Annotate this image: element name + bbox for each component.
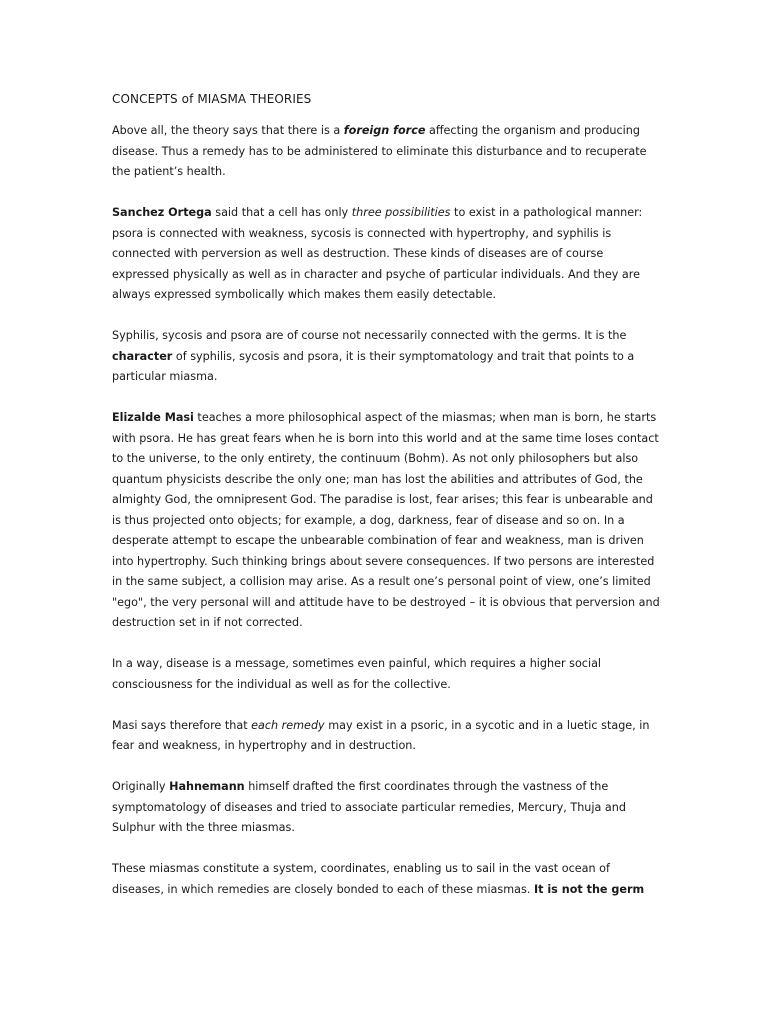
emphasis-foreign-force: foreign force xyxy=(343,124,426,137)
document-body xyxy=(112,121,660,921)
text-run: said that a cell has only xyxy=(211,206,352,219)
text-run: Originally xyxy=(112,780,170,793)
paragraph-hahnemann xyxy=(112,777,660,839)
emphasis-character: character xyxy=(112,349,173,363)
text-run: Syphilis, sycosis and psora are of course not necessarily connected with the germs. It is the xyxy=(112,329,627,342)
paragraph-sanchez-ortega xyxy=(112,203,660,306)
emphasis-each-remedy: each remedy xyxy=(251,718,325,732)
text-run: Masi says therefore that xyxy=(112,718,252,732)
emphasis-not-the-germ: It is not the germ xyxy=(533,882,645,896)
paragraph-foreign-force xyxy=(112,121,660,183)
text-run: teaches a more philosophical aspect of the miasmas; when man is born, he starts with psora. He has great fears when he is born into this world and at the same time loses contact to the universe, to the only entirety, the continuum (Bohm). As not only philosophers but also quantum physicists describe the only one; man has lost the abilities and attributes of God, the almighty God, the omnipresent God. The paradise is lost, fear arises; this fear is unbearable and is thus projected onto objects; for example, a dog, darkness, fear of disease and so on. In a desperate attempt to escape the unbearable combination of fear and weakness, man is driven into hypertrophy. Such thinking brings about severe consequences. If two persons are interested in the same subject, a collision may arise. As a result one’s personal point of view, one’s limited "ego", the very personal will and attitude have to be destroyed – it is obvious that perversion and destruction set in if not corrected. xyxy=(112,411,660,629)
text-run: of syphilis, sycosis and psora, it is their symptomatology and trait that points to a particular miasma. xyxy=(112,349,635,383)
emphasis-three-possibilities: three possibilities xyxy=(351,206,451,219)
text-run: may exist in a psoric, in a sycotic and in a luetic stage, in fear and weakness, in hypertrophy and in destruction. xyxy=(112,718,650,752)
paragraph-disease-message xyxy=(112,654,660,695)
text-run: These miasmas constitute a system, coordinates, enabling us to sail in the vast ocean of diseases, in which remedies are closely bonded to each of these miasmas. xyxy=(112,862,610,896)
name-sanchez-ortega: Sanchez Ortega xyxy=(112,206,212,219)
text-run: himself drafted the first coordinates through the vastness of the symptomatology of diseases and tried to associate particular remedies, Mercury, Thuja and Sulphur with the three miasmas. xyxy=(112,780,626,834)
paragraph-elizalde-masi xyxy=(112,408,660,634)
paragraph-character xyxy=(112,326,660,388)
paragraph-each-remedy xyxy=(112,716,660,757)
text-run: to exist in a pathological manner: psora is connected with weakness, sycosis is connected with hypertrophy, and syphilis is connected with perversion as well as destruction. These kinds of diseases are of course expressed physically as well as in character and psyche of particular individuals. And they are always expressed symbolically which makes them easily detectable. xyxy=(112,206,643,301)
name-hahnemann: Hahnemann xyxy=(169,780,245,793)
text-run: In a way, disease is a message, sometimes even painful, which requires a higher social consciousness for the individual as well as for the collective. xyxy=(112,657,602,691)
text-run: affecting the organism and producing disease. Thus a remedy has to be administered to eliminate this disturbance and to recuperate the patient’s health. xyxy=(112,124,647,178)
text-run: Above all, the theory says that there is a xyxy=(112,124,344,137)
page-title: CONCEPTS of MIASMA THEORIES xyxy=(112,92,312,106)
name-elizalde-masi: Elizalde Masi xyxy=(112,411,194,424)
paragraph-coordinates xyxy=(112,859,660,900)
